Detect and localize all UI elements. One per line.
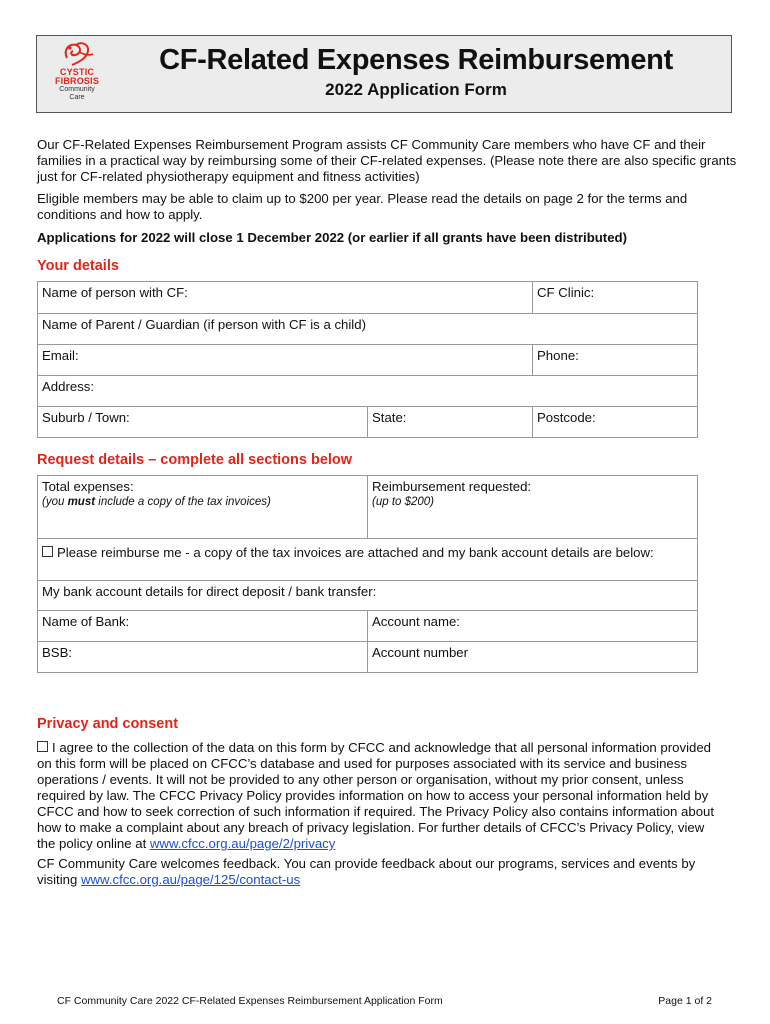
logo-text-care: Care [69, 94, 85, 101]
email-field[interactable] [38, 345, 533, 376]
cystic-fibrosis-logo-icon [59, 40, 95, 68]
your-details-heading: Your details [37, 258, 119, 274]
suburb-field[interactable] [38, 407, 368, 438]
reimburse-consent-row [38, 539, 698, 581]
privacy-heading: Privacy and consent [37, 716, 179, 732]
intro-paragraph: Our CF-Related Expenses Reimbursement Program assists CF Community Care members who have CF and their families in a practical way by reimbursing some of their CF-related expenses. (Please note there are also specific grants just for CF-related physiotherapy equipment and fitness activities) [37, 137, 737, 184]
account-name-label: Account name: [372, 614, 460, 629]
request-details-heading: Request details – complete all sections below [37, 452, 353, 468]
suburb-label: Suburb / Town: [42, 410, 130, 425]
state-label: State: [372, 410, 407, 425]
postcode-label: Postcode: [537, 410, 596, 425]
bsb-field[interactable] [38, 642, 368, 673]
phone-field[interactable] [533, 345, 698, 376]
bsb-label: BSB: [42, 645, 73, 660]
privacy-policy-link[interactable]: www.cfcc.org.au/page/2/privacy [149, 836, 336, 851]
address-label: Address: [42, 379, 95, 394]
logo-text-community: Community [59, 86, 95, 93]
bank-details-heading: My bank account details for direct deposit / bank transfer: [38, 581, 698, 611]
bank-name-field[interactable] [38, 611, 368, 642]
account-number-label: Account number [372, 645, 469, 660]
contact-us-link[interactable]: www.cfcc.org.au/page/125/contact-us [80, 872, 301, 887]
reimbursement-label: Reimbursement requested: [372, 479, 532, 494]
address-field[interactable] [38, 376, 698, 407]
page-number: Page 1 of 2 [658, 995, 712, 1007]
footer-form-name: CF Community Care 2022 CF-Related Expenses Reimbursement Application Form [57, 995, 443, 1007]
privacy-consent-checkbox[interactable] [37, 741, 48, 752]
state-field[interactable] [368, 407, 533, 438]
request-details-table [37, 475, 698, 673]
total-expenses-field[interactable] [38, 476, 368, 539]
clinic-field[interactable] [533, 282, 698, 314]
reimbursement-requested-field[interactable] [368, 476, 698, 539]
phone-label: Phone: [537, 348, 579, 363]
your-details-table [37, 281, 698, 438]
eligibility-paragraph: Eligible members may be able to claim up to $200 per year. Please read the details on page 2 for the terms and conditions and how to apply. [37, 191, 688, 222]
parent-label: Name of Parent / Guardian (if person with CF is a child) [42, 317, 366, 332]
email-label: Email: [42, 348, 79, 363]
privacy-consent-paragraph: I agree to the collection of the data on this form by CFCC and acknowledge that all personal information provided on this form will be placed on CFCC’s database and used for purposes associated with its service and business operations / events. It will not be provided to any other person or organisation, without my prior consent, unless required by law. The CFCC Privacy Policy provides information on how to access your personal information held by CFCC and how to seek correction of such information if required. The Privacy Policy also contains information about how to make a complaint about any breach of privacy legislation. For further details of CFCC’s Privacy Policy, view the policy online at www.cfcc.org.au/page/2/privacy [37, 740, 715, 851]
feedback-paragraph: CF Community Care welcomes feedback. You can provide feedback about our programs, services and events by visiting www.cfcc.org.au/page/125/contact-us [37, 856, 696, 887]
cfcc-logo [47, 40, 107, 110]
total-expenses-label: Total expenses: [42, 479, 134, 494]
logo-text-cystic: CYSTIC [59, 67, 95, 77]
reimbursement-note: (up to $200) [372, 496, 435, 508]
name-field[interactable] [38, 282, 533, 314]
account-name-field[interactable] [368, 611, 698, 642]
closing-date-notice: Applications for 2022 will close 1 December 2022 (or earlier if all grants have been distributed) [37, 230, 627, 245]
postcode-field[interactable] [533, 407, 698, 438]
account-number-field[interactable] [368, 642, 698, 673]
reimburse-checkbox[interactable] [42, 546, 53, 557]
total-expenses-note: (you must include a copy of the tax invoices) [42, 496, 271, 508]
header-banner [36, 35, 732, 113]
page-title: CF-Related Expenses Reimbursement [159, 44, 673, 76]
page-subtitle: 2022 Application Form [325, 80, 507, 99]
reimburse-checkbox-label: Please reimburse me - a copy of the tax invoices are attached and my bank account details are below: [57, 545, 654, 560]
logo-text-fibrosis: FIBROSIS [54, 76, 100, 86]
parent-field[interactable] [38, 314, 698, 345]
clinic-label: CF Clinic: [537, 285, 595, 300]
name-label: Name of person with CF: [42, 285, 188, 300]
bank-name-label: Name of Bank: [42, 614, 130, 629]
